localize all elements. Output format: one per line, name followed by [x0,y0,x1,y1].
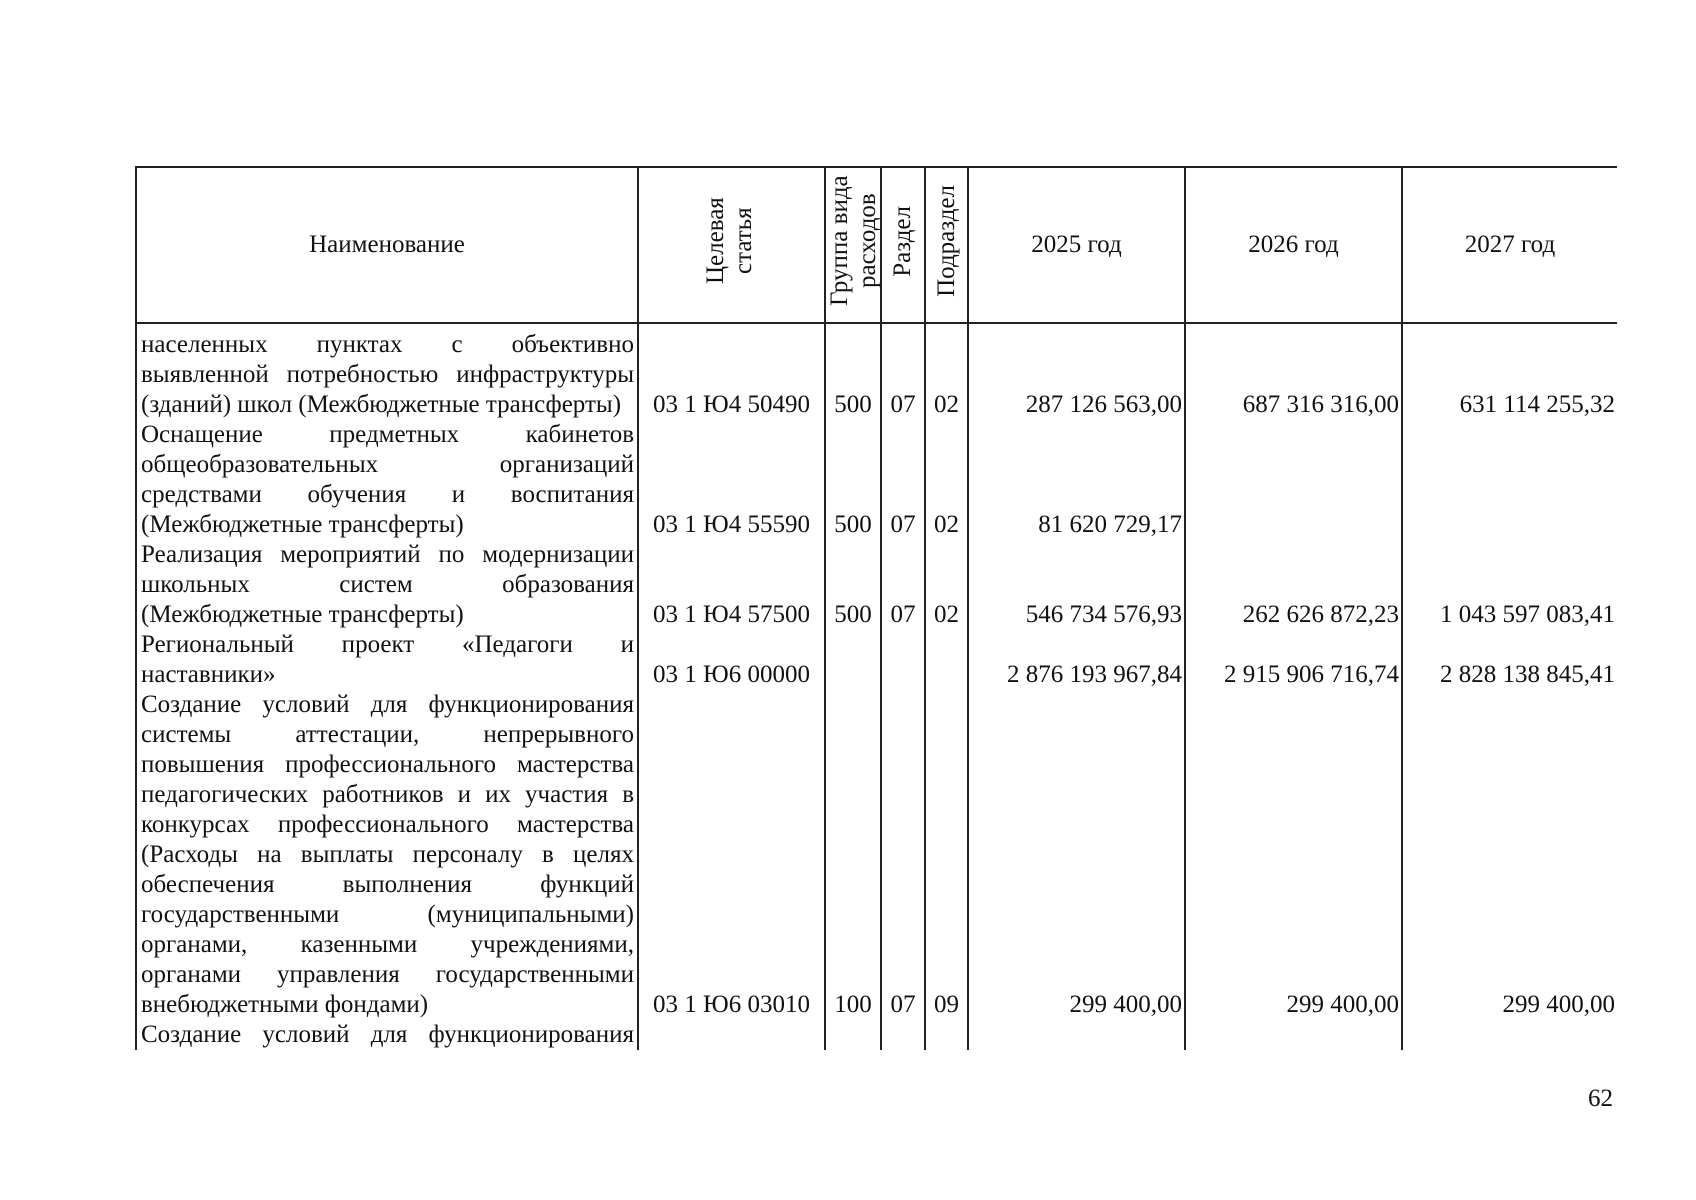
row-code: 03 1 Ю4 57500 [638,540,825,630]
row-amount-2026: 299 400,00 [1185,690,1402,1020]
row-section [881,630,925,690]
budget-table-frame [135,166,1617,1064]
row-amount-2026: 262 626 872,23 [1185,540,1402,630]
row-section: 07 [881,323,925,420]
row-code: 03 1 Ю4 55590 [638,420,825,540]
header-target-article: Целевая статья [638,167,825,323]
row-amount-2026 [1185,420,1402,540]
row-subsection: 02 [925,540,968,630]
header-expense-group: Группа вида расходов [825,167,881,323]
row-subsection: 02 [925,323,968,420]
table-row [136,323,1617,420]
row-name: Создание условий для функционирования системы аттестации, непрерывного повышения профессионального мастерства педагогических работников и их участия в конкурсах профессионального мастерства (Расходы на выплаты персоналу в целях обеспечения выполнения функций государственными (муниципальными) органами, казенными учреждениями, органами управления государственными внебюджетными фондами) [136,690,638,1020]
table-header [136,167,1617,323]
row-subsection: 02 [925,420,968,540]
table-row [136,420,1617,540]
header-year-2027: 2027 год [1402,167,1617,323]
row-amount-2025 [968,1020,1185,1050]
header-name: Наименование [136,167,638,323]
row-name: Оснащение предметных кабинетов общеобразовательных организаций средствами обучения и воспитания (Межбюджетные трансферты) [136,420,638,540]
row-name: населенных пунктах с объективно выявленной потребностью инфраструктуры (зданий) школ (Межбюджетные трансферты) [136,323,638,420]
row-code: 03 1 Ю4 50490 [638,323,825,420]
row-amount-2027: 299 400,00 [1402,690,1617,1020]
row-group [825,630,881,690]
row-name: Реализация мероприятий по модернизации школьных систем образования (Межбюджетные трансферты) [136,540,638,630]
header-year-2025: 2025 год [968,167,1185,323]
row-subsection [925,630,968,690]
row-section: 07 [881,690,925,1020]
row-code: 03 1 Ю6 00000 [638,630,825,690]
row-amount-2026: 2 915 906 716,74 [1185,630,1402,690]
table-row [136,630,1617,690]
page-number: 62 [1588,1085,1613,1112]
row-amount-2025: 546 734 576,93 [968,540,1185,630]
row-section: 07 [881,420,925,540]
row-amount-2025: 287 126 563,00 [968,323,1185,420]
row-subsection: 09 [925,690,968,1020]
row-amount-2027: 2 828 138 845,41 [1402,630,1617,690]
header-subsection: Подраздел [925,167,968,323]
row-code: 03 1 Ю6 03010 [638,690,825,1020]
row-amount-2027: 631 114 255,32 [1402,323,1617,420]
table-row [136,540,1617,630]
row-amount-2025: 299 400,00 [968,690,1185,1020]
row-amount-2027 [1402,420,1617,540]
row-subsection [925,1020,968,1050]
table-body [136,323,1617,1050]
row-amount-2026: 687 316 316,00 [1185,323,1402,420]
table-row [136,690,1617,1020]
row-name: Региональный проект «Педагоги и наставники» [136,630,638,690]
table-row [136,1020,1617,1050]
row-section [881,1020,925,1050]
row-group: 500 [825,540,881,630]
row-code [638,1020,825,1050]
header-section: Раздел [881,167,925,323]
row-amount-2027 [1402,1020,1617,1050]
row-section: 07 [881,540,925,630]
row-group [825,1020,881,1050]
row-group: 500 [825,323,881,420]
row-amount-2025: 2 876 193 967,84 [968,630,1185,690]
budget-table [135,166,1617,1050]
row-group: 100 [825,690,881,1020]
row-amount-2027: 1 043 597 083,41 [1402,540,1617,630]
row-amount-2025: 81 620 729,17 [968,420,1185,540]
row-amount-2026 [1185,1020,1402,1050]
row-name: Создание условий для функционирования [136,1020,638,1050]
header-year-2026: 2026 год [1185,167,1402,323]
row-group: 500 [825,420,881,540]
